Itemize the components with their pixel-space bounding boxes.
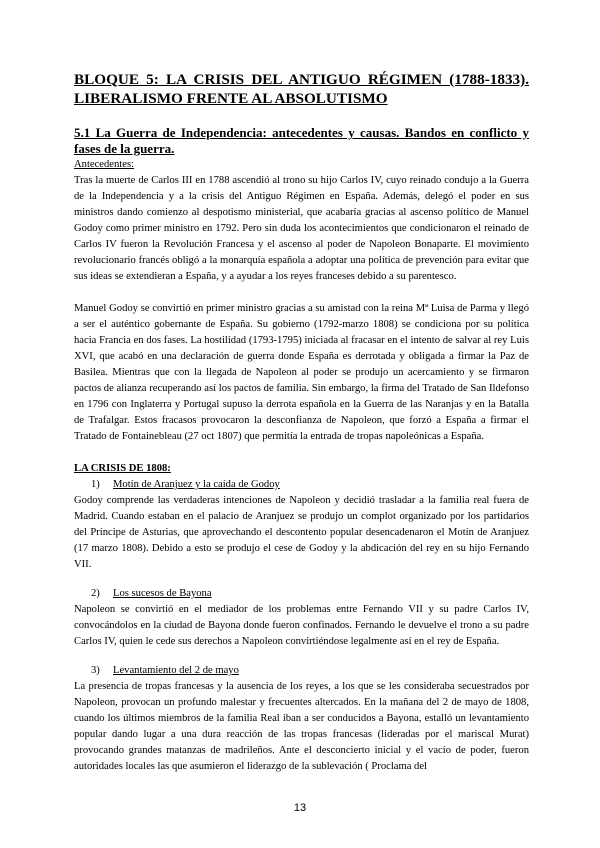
list-item-number: 3) <box>91 665 100 676</box>
list-item-text: Godoy comprende las verdaderas intenciones de Napoleon y decidió trasladar a la familia real fuera de Madrid. Cuando estaban en el palacio de Aranjuez se produjo un complot organizado por los partidarios del Príncipe de Asturias, que aprovechando el descontento popular desencadenaron el Motín de Aranjuez (17 marzo 1808). Debido a esto se produjo el cese de Godoy y la abdicación del rey en su hijo Fernando VII. <box>74 495 529 570</box>
page-content <box>74 70 529 775</box>
paragraph-1: Tras la muerte de Carlos III en 1788 ascendió al trono su hijo Carlos IV, cuyo reinado condujo a la Guerra de la Independencia y a la crisis del Antiguo Régimen en España. Además, delegó el poder en sus ministros dando comienzo al despotismo ministerial, que acabaría gracias al ascenso político de Manuel Godoy como primer ministro en 1792. Pero sin duda los acontecimientos que condicionaron el reinado de Carlos IV fueron la Revolución Francesa y el ascenso al poder de Napoleon Bonaparte. El movimiento revolucionario francés obligó a la monarquía española a adoptar una política de prevención para evitar que sus ideas se extendieran a España, y a ayudar a los reyes franceses debido a su parentesco. <box>74 175 529 282</box>
list-item-heading <box>91 586 529 602</box>
page-title: BLOQUE 5: LA CRISIS DEL ANTIGUO RÉGIMEN (1788-1833). LIBERALISMO FRENTE AL ABSOLUTISMO <box>74 71 529 107</box>
list-item-label: Motín de Aranjuez y la caída de Godoy <box>113 479 280 490</box>
page-number: 13 <box>293 802 307 814</box>
list-item-text: La presencia de tropas francesas y la ausencia de los reyes, a los que se les consideraba secuestrados por Napoleon, provocan un profundo malestar y frecuentes altercados. En la mañana del 2 de mayo de 1808, cuando los últimos miembros de la familia Real iban a ser conducidos a Bayona, estalló un levantamiento popular dando lugar a una dura reacción de las tropas francesas (lideradas por el mariscal Murat) provocando grandes matanzas de madrileños. Ante el desconcierto inicial y el vacío de poder, fueron autoridades locales las que asumieron el liderazgo de la sublevación ( Proclama del <box>74 681 529 772</box>
list-item-number: 1) <box>91 479 100 490</box>
list-item-number: 2) <box>91 588 100 599</box>
list-item-text: Napoleon se convirtió en el mediador de los problemas entre Fernando VII y su padre Carlos IV, convocándolos en la ciudad de Bayona donde fueron confinados. Fernando le devuelve el trono a su padre Carlos IV, quien le cede sus derechos a Napoleon convirtiéndose legalmente así en el rey de España. <box>74 604 529 647</box>
crisis-heading: LA CRISIS DE 1808: <box>74 463 171 474</box>
list-item-heading <box>91 663 529 679</box>
antecedentes-label: Antecedentes: <box>74 159 135 170</box>
section-heading: 5.1 La Guerra de Independencia: antecedentes y causas. Bandos en conflicto y fases de la guerra. <box>74 125 529 156</box>
list-item-label: Levantamiento del 2 de mayo <box>113 665 239 676</box>
list-item-label: Los sucesos de Bayona <box>113 588 212 599</box>
paragraph-2: Manuel Godoy se convirtió en primer ministro gracias a su amistad con la reina Mª Luisa de Parma y llegó a ser el auténtico gobernante de España. Su gobierno (1792-marzo 1808) se condiciona por su política hacia Francia en dos fases. La hostilidad (1793-1795) iniciada al fracasar en el intento de salvar al rey Luis XVI, que acabó en una declaración de guerra donde España es derrotada y obligada a firmar la Paz de Basilea. Mientras que con la llegada de Napoleon al poder se produjo un acercamiento y se firmaron pactos de alianza recuperando así los pactos de familia. Sin embargo, la firma del Tratado de San Ildefonso en 1796 con Inglaterra y Portugal supuso la derrota española en la Guerra de las Naranjas y en la Batalla de Trafalgar. Estos fracasos provocaron la desconfianza de Napoleon, que forzó a España a firmar el Tratado de Fontainebleau (27 oct 1807) que permitía la entrada de tropas napoleónicas a España. <box>74 303 529 442</box>
list-item-heading <box>91 477 529 493</box>
